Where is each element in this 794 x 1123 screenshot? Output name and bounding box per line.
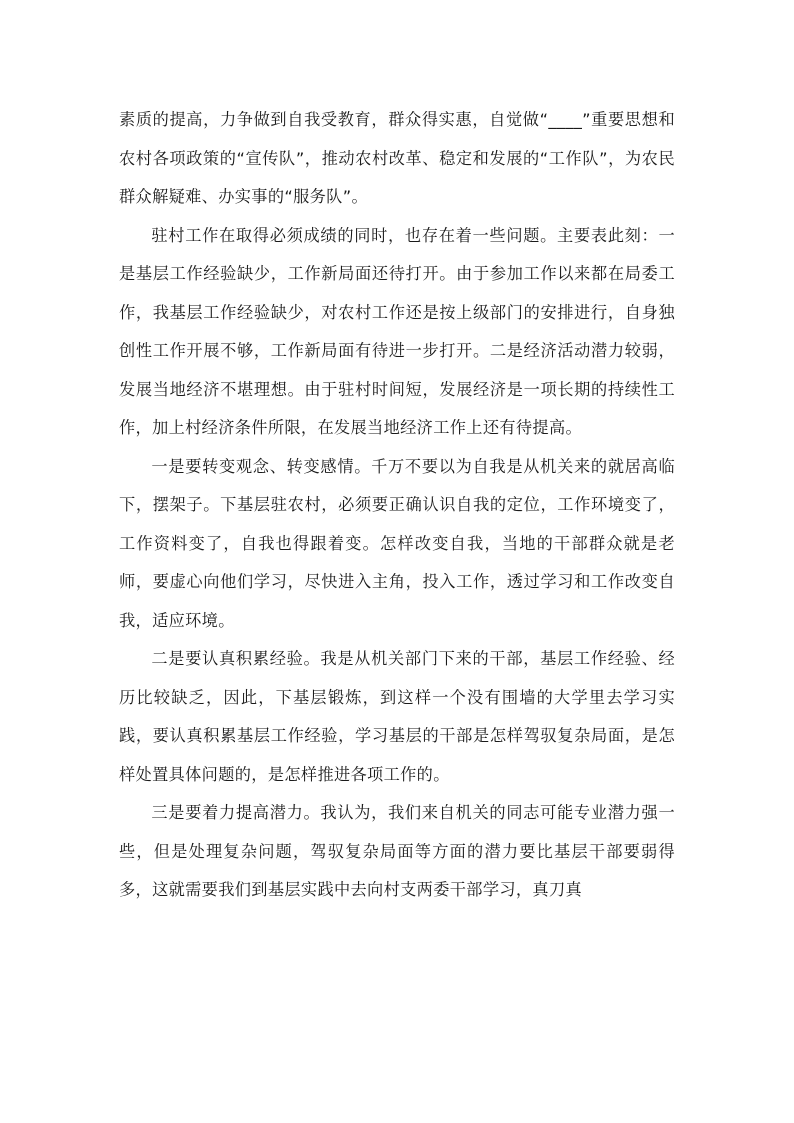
paragraph-3: 一是要转变观念、转变感情。千万不要以为自我是从机关来的就居高临下，摆架子。下基层驻农村，必须要正确认识自我的定位，工作环境变了，工作资料变了，自我也得跟着变。怎样改变自我，当地的干部群众就是老师，要虚心向他们学习，尽快进入主角，投入工作，透过学习和工作改变自我，适应环境。	[119, 456, 675, 630]
paragraph-1: 素质的提高，力争做到自我受教育，群众得实惠，自觉做“____”重要思想和农村各项政策的“宣传队”，推动农村改革、稳定和发展的“工作队”，为农民群众解疑难、办实事的“服务队”。	[119, 110, 675, 206]
document-page	[119, 101, 675, 910]
paragraph-2: 驻村工作在取得必须成绩的同时，也存在着一些问题。主要表此刻：一是基层工作经验缺少，工作新局面还待打开。由于参加工作以来都在局委工作，我基层工作经验缺少，对农村工作还是按上级部门的安排进行，自身独创性工作开展不够，工作新局面有待进一步打开。二是经济活动潜力较弱，发展当地经济不堪理想。由于驻村时间短，发展经济是一项长期的持续性工作，加上村经济条件所限，在发展当地经济工作上还有待提高。	[119, 225, 675, 437]
paragraph-4: 二是要认真积累经验。我是从机关部门下来的干部，基层工作经验、经历比较缺乏，因此，下基层锻炼，到这样一个没有围墙的大学里去学习实践，要认真积累基层工作经验，学习基层的干部是怎样驾驭复杂局面，是怎样处置具体问题的，是怎样推进各项工作的。	[119, 649, 675, 784]
paragraph-5: 三是要着力提高潜力。我认为，我们来自机关的同志可能专业潜力强一些，但是处理复杂问题，驾驭复杂局面等方面的潜力要比基层干部要弱得多，这就需要我们到基层实践中去向村支两委干部学习，真刀真	[119, 803, 675, 899]
